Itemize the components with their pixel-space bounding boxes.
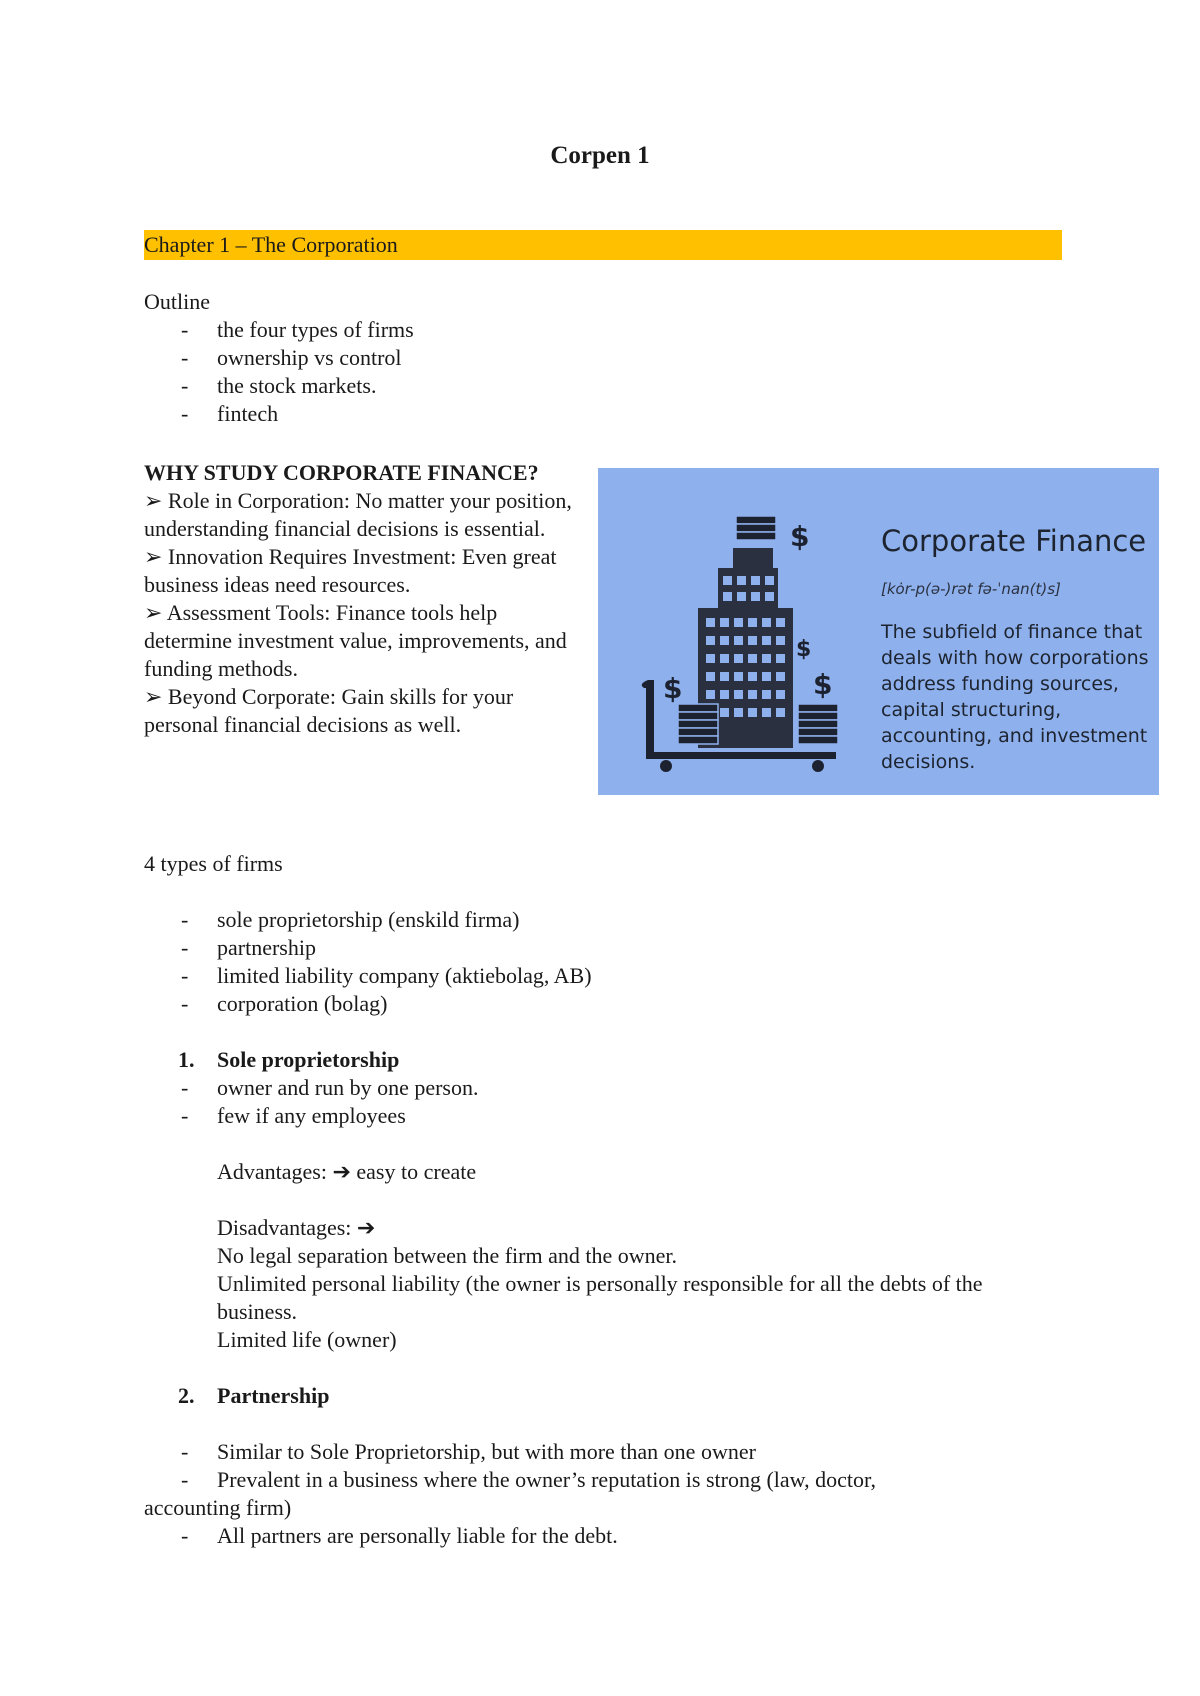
document-title: Corpen 1: [550, 142, 650, 169]
bullet-dash: -: [181, 373, 189, 398]
section-heading: Partnership: [217, 1383, 330, 1408]
outline-item: ownership vs control: [217, 345, 402, 370]
why-study-point: ➢ Assessment Tools: Finance tools help determine investment value, improvements, and funding methods.: [144, 600, 567, 681]
bullet-dash: -: [181, 317, 189, 342]
disadvantage-line: Unlimited personal liability (the owner is personally responsible for all the debts of the: [217, 1271, 983, 1296]
firm-type-item: sole proprietorship (enskild firma): [217, 907, 520, 932]
bullet-dash: -: [181, 935, 189, 960]
partnership-item-continuation: accounting firm): [144, 1495, 292, 1520]
outline-label: Outline: [144, 289, 210, 314]
disadvantages-label: Disadvantages:: [217, 1215, 357, 1240]
bullet-dash: -: [181, 1075, 189, 1100]
why-study-point: ➢ Innovation Requires Investment: Even great business ideas need resources.: [144, 544, 557, 597]
outline-item: fintech: [217, 401, 279, 426]
svg-text:$: $: [813, 668, 833, 701]
figure-definition: The subfield of finance that deals with how corporations address funding sources, capital structuring, accounting, and investment decisions.: [881, 621, 1149, 773]
arrow-icon: ➔: [356, 1215, 376, 1240]
bullet-dash: -: [181, 963, 189, 988]
disadvantage-line: business.: [217, 1299, 298, 1324]
partnership-item: All partners are personally liable for the debt.: [217, 1523, 618, 1548]
svg-text:$: $: [790, 520, 810, 553]
firm-type-item: partnership: [217, 935, 316, 960]
disadvantage-line: Limited life (owner): [217, 1327, 397, 1352]
advantages-line: [217, 1158, 476, 1186]
bullet-dash: -: [181, 1523, 189, 1548]
why-study-point: ➢ Role in Corporation: No matter your position, understanding financial decisions is essential.: [144, 488, 572, 541]
svg-text:$: $: [663, 672, 683, 705]
building-with-coins-icon: [618, 508, 858, 778]
why-study-point: ➢ Beyond Corporate: Gain skills for your personal financial decisions as well.: [144, 684, 514, 737]
advantages-label: Advantages:: [217, 1159, 333, 1184]
outline-item: the stock markets.: [217, 373, 377, 398]
corporate-finance-figure: [598, 468, 1159, 795]
svg-text:$: $: [796, 637, 812, 662]
figure-phonetic: [kȯr-p(ə-)rət fə-ˈnan(t)s]: [881, 580, 1061, 598]
section-heading: Sole proprietorship: [217, 1047, 400, 1072]
bullet-dash: -: [181, 1467, 189, 1492]
bullet-dash: -: [181, 1103, 189, 1128]
bullet-dash: -: [181, 991, 189, 1016]
disadvantage-line: No legal separation between the firm and the owner.: [217, 1243, 678, 1268]
disadvantages-line: [217, 1214, 375, 1242]
section-number: 1.: [178, 1047, 195, 1072]
sole-item: owner and run by one person.: [217, 1075, 479, 1100]
partnership-item: Prevalent in a business where the owner’s reputation is strong (law, doctor,: [217, 1467, 876, 1492]
figure-title: Corporate Finance: [881, 524, 1147, 558]
sole-item: few if any employees: [217, 1103, 406, 1128]
outline-item: the four types of firms: [217, 317, 414, 342]
bullet-dash: -: [181, 1439, 189, 1464]
arrow-icon: ➔: [332, 1159, 351, 1184]
firm-type-item: limited liability company (aktiebolag, AB): [217, 963, 592, 988]
why-study-heading: WHY STUDY CORPORATE FINANCE?: [144, 460, 539, 485]
bullet-dash: -: [181, 907, 189, 932]
advantages-text: easy to create: [350, 1159, 477, 1184]
bullet-dash: -: [181, 401, 189, 426]
why-study-section: [144, 459, 584, 739]
firm-type-item: corporation (bolag): [217, 991, 388, 1016]
section-number: 2.: [178, 1383, 195, 1408]
bullet-dash: -: [181, 345, 189, 370]
partnership-item: Similar to Sole Proprietorship, but with more than one owner: [217, 1439, 756, 1464]
chapter-heading: Chapter 1 – The Corporation: [144, 230, 1062, 260]
types-label: 4 types of firms: [144, 851, 283, 876]
